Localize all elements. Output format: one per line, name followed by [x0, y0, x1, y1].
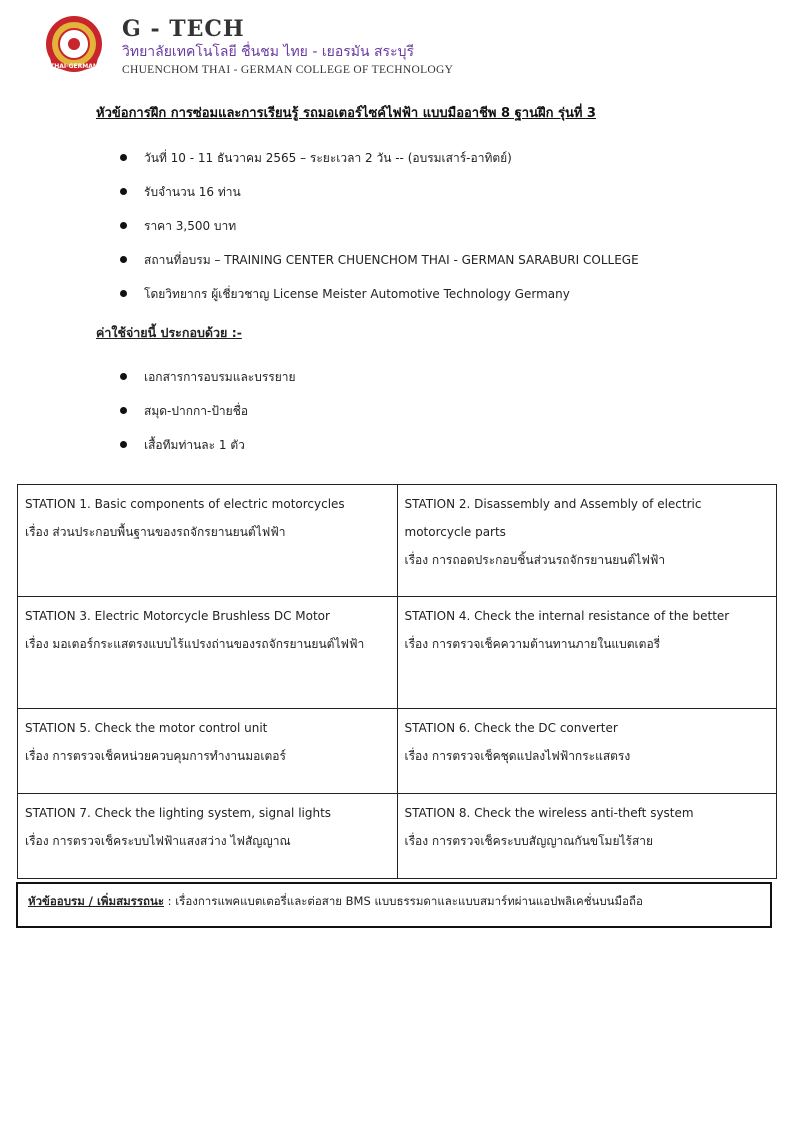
station-subtitle: เรื่อง การตรวจเช็คชุดแปลงไฟฟ้ากระแสตรง	[404, 749, 631, 763]
station-cell	[18, 485, 398, 597]
table-row	[18, 709, 777, 794]
extra-topic-line	[18, 884, 770, 911]
table-row	[18, 597, 777, 709]
brand-title: G - TECH	[122, 16, 245, 42]
course-info-list	[0, 148, 639, 318]
table-row	[18, 485, 777, 597]
extra-topic-box	[16, 882, 772, 928]
bullet-icon	[120, 407, 127, 414]
info-location: สถานที่อบรม – TRAINING CENTER CHUENCHOM THAI - GERMAN SARABURI COLLEGE	[144, 253, 639, 267]
table-row	[18, 794, 777, 879]
station-cell	[397, 709, 777, 794]
station-subtitle: เรื่อง การถอดประกอบชิ้นส่วนรถจักรยานยนต์ไฟฟ้า	[404, 553, 666, 567]
bullet-icon	[120, 222, 127, 229]
station-subtitle: เรื่อง ส่วนประกอบพื้นฐานของรถจักรยานยนต์ไฟฟ้า	[25, 525, 286, 539]
list-item	[0, 401, 296, 435]
extra-topic-label: หัวข้ออบรม / เพิ่มสมรรถนะ	[28, 894, 165, 908]
station-cell	[18, 709, 398, 794]
station-cell	[397, 794, 777, 879]
list-item	[0, 284, 639, 318]
bullet-icon	[120, 441, 127, 448]
station-title: STATION 2. Disassembly and Assembly of electric motorcycle parts	[404, 497, 702, 539]
station-subtitle: เรื่อง การตรวจเช็คความต้านทานภายในแบตเตอรี่	[404, 637, 661, 651]
costs-title: ค่าใช้จ่ายนี้ ประกอบด้วย :-	[96, 325, 242, 340]
extra-topic-text: : เรื่องการแพคแบตเตอรี่และต่อสาย BMS แบบธรรมดาและแบบสมาร์ทผ่านแอปพลิเคชั่นบนมือถือ	[164, 894, 643, 908]
station-title: STATION 7. Check the lighting system, signal lights	[25, 806, 332, 820]
cost-item: เสื้อทีมท่านละ 1 ตัว	[144, 438, 245, 452]
station-title: STATION 4. Check the internal resistance of the better	[404, 609, 730, 623]
list-item	[0, 148, 639, 182]
station-subtitle: เรื่อง การตรวจเช็คระบบไฟฟ้าแสงสว่าง ไฟสัญญาณ	[25, 834, 291, 848]
station-title: STATION 8. Check the wireless anti-theft system	[404, 806, 694, 820]
info-price: ราคา 3,500 บาท	[144, 219, 237, 233]
station-subtitle: เรื่อง การตรวจเช็คหน่วยควบคุมการทำงานมอเตอร์	[25, 749, 286, 763]
station-subtitle: เรื่อง มอเตอร์กระแสตรงแบบไร้แปรงถ่านของรถจักรยานยนต์ไฟฟ้า	[25, 637, 365, 651]
course-title: หัวข้อการฝึก การซ่อมและการเรียนรู้ รถมอเตอร์ไซค์ไฟฟ้า แบบมืออาชีพ 8 ฐานฝึก รุ่นที่ 3	[96, 106, 596, 121]
bullet-icon	[120, 290, 127, 297]
svg-text:THAI-GERMAN: THAI-GERMAN	[50, 63, 98, 70]
station-cell	[18, 597, 398, 709]
list-item	[0, 367, 296, 401]
station-subtitle: เรื่อง การตรวจเช็คระบบสัญญาณกันขโมยไร้สาย	[404, 834, 654, 848]
station-title: STATION 5. Check the motor control unit	[25, 721, 268, 735]
cost-item: สมุด-ปากกา-ป้ายชื่อ	[144, 404, 249, 418]
cost-item: เอกสารการอบรมและบรรยาย	[144, 370, 296, 384]
list-item	[0, 435, 296, 469]
list-item	[0, 250, 639, 284]
bullet-icon	[120, 373, 127, 380]
list-item	[0, 182, 639, 216]
info-instructor: โดยวิทยากร ผู้เชี่ยวชาญ License Meister Automotive Technology Germany	[144, 287, 570, 301]
station-cell	[397, 597, 777, 709]
station-title: STATION 1. Basic components of electric motorcycles	[25, 497, 345, 511]
college-thai-name: วิทยาลัยเทคโนโลยี ชื่นชม ไทย - เยอรมัน สระบุรี	[122, 44, 414, 60]
brand-block	[122, 16, 453, 78]
list-item	[0, 216, 639, 250]
station-cell	[397, 485, 777, 597]
college-english-name: CHUENCHOM THAI - GERMAN COLLEGE OF TECHNOLOGY	[122, 64, 454, 76]
bullet-icon	[120, 256, 127, 263]
costs-list	[0, 367, 296, 469]
bullet-icon	[120, 154, 127, 161]
station-title: STATION 3. Electric Motorcycle Brushless DC Motor	[25, 609, 330, 623]
station-cell	[18, 794, 398, 879]
college-logo	[44, 14, 104, 74]
info-date: วันที่ 10 - 11 ธันวาคม 2565 – ระยะเวลา 2 วัน -- (อบรมเสาร์-อาทิตย์)	[144, 151, 512, 165]
bullet-icon	[120, 188, 127, 195]
info-capacity: รับจำนวน 16 ท่าน	[144, 185, 241, 199]
station-title: STATION 6. Check the DC converter	[404, 721, 618, 735]
stations-table	[17, 484, 777, 879]
